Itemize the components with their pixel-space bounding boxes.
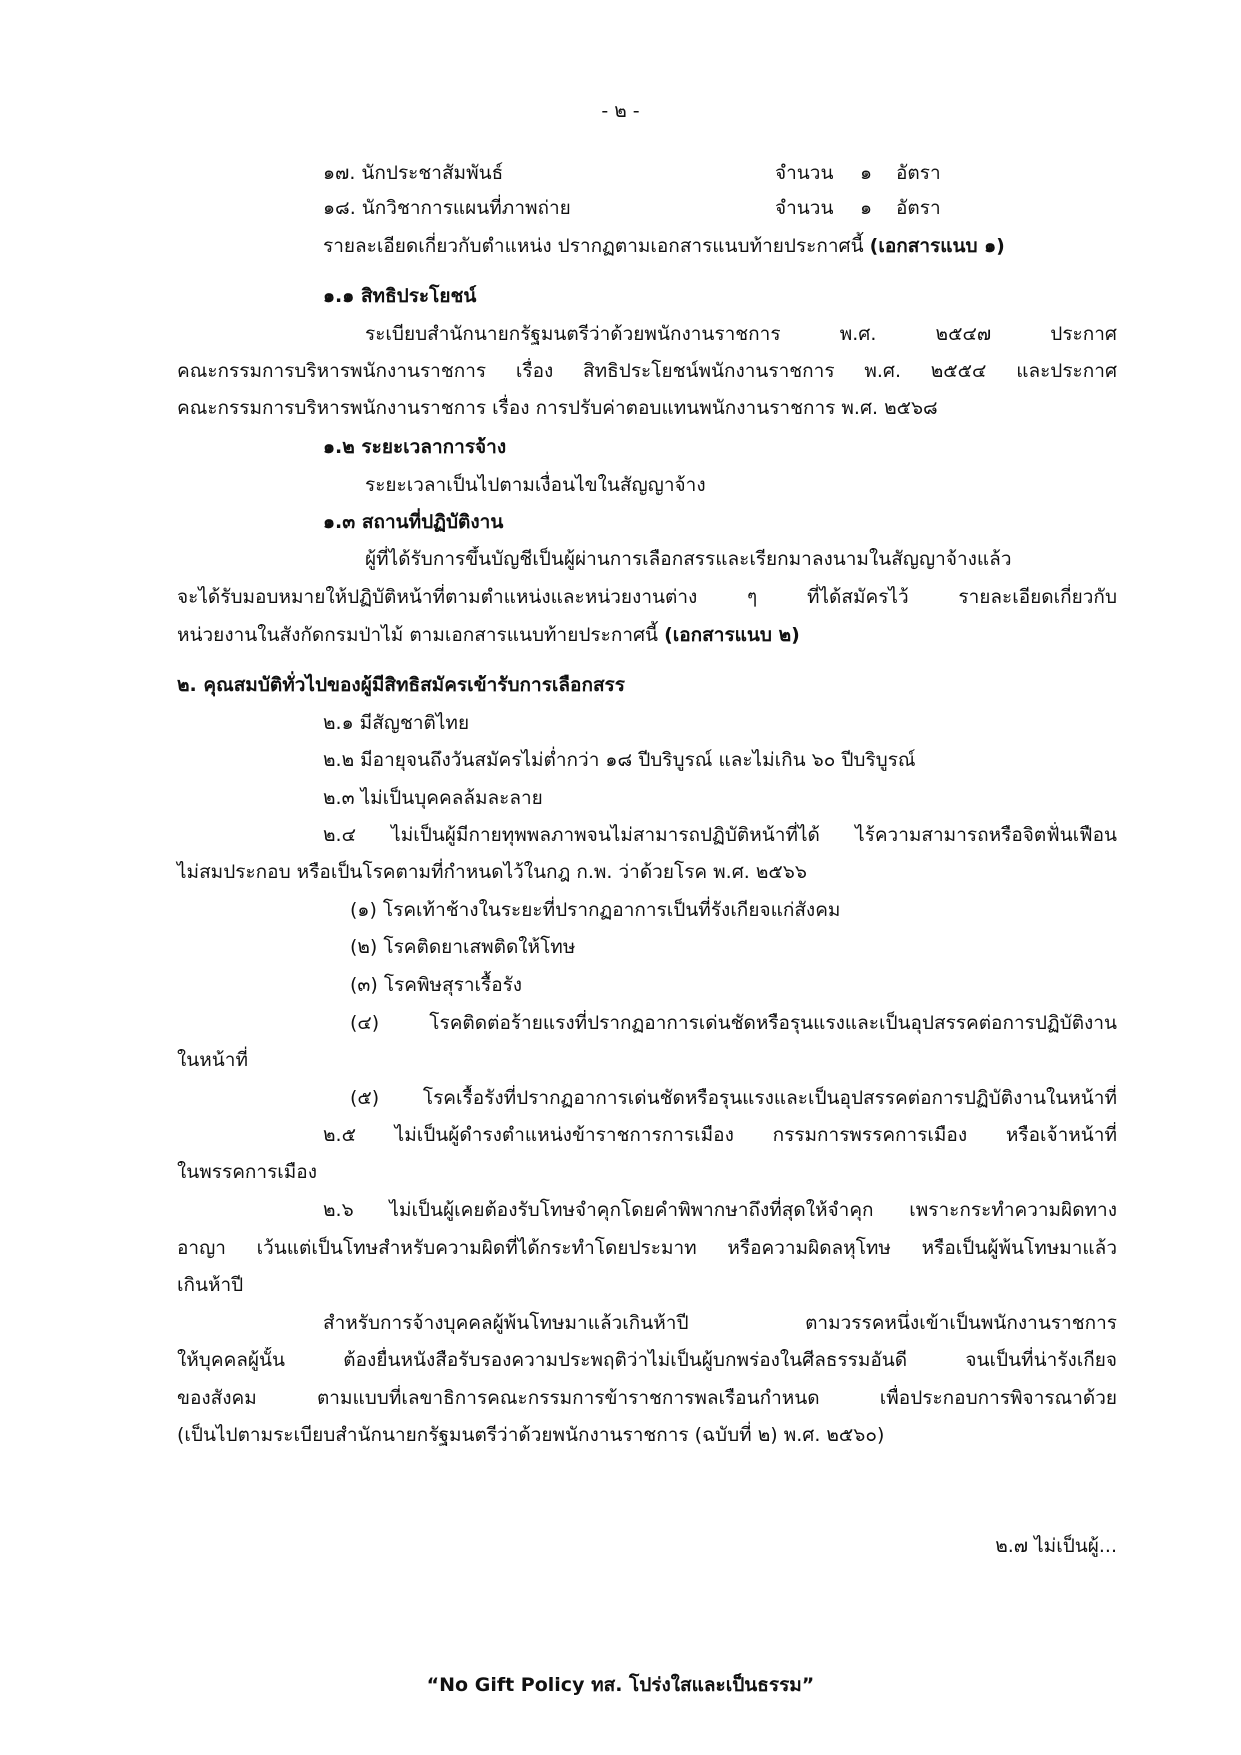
benefits-line-2: คณะกรรมการบริหารพนักงานราชการ เรื่อง สิทธิประโยชน์พนักงานราชการ พ.ศ. ๒๕๕๔ และประกาศ	[177, 360, 1117, 382]
employment-period-text: ระยะเวลาเป็นไปตามเงื่อนไขในสัญญาจ้าง	[365, 474, 706, 496]
position-detail	[323, 233, 1005, 259]
paragraph-line-1: สำหรับการจ้างบุคคลผู้พ้นโทษมาแล้วเกินห้าปี ตามวรรคหนึ่งเข้าเป็นพนักงานราชการ	[323, 1312, 1117, 1334]
workplace-line-3	[177, 622, 800, 648]
workplace-line-1: ผู้ที่ได้รับการขึ้นบัญชีเป็นผู้ผ่านการเลือกสรรและเรียกมาลงนามในสัญญาจ้างแล้ว	[365, 548, 1012, 570]
disease-5: (๕) โรคเรื้อรังที่ปรากฏอาการเด่นชัดหรือรุนแรงและเป็นอุปสรรคต่อการปฏิบัติงานในหน้าที่	[350, 1087, 1117, 1109]
heading-benefits: ๑.๑ สิทธิประโยชน์	[323, 285, 477, 307]
position-row	[323, 195, 1023, 221]
position-name: ๑๗. นักประชาสัมพันธ์	[323, 162, 504, 184]
paragraph-line-3: ของสังคม ตามแบบที่เลขาธิการคณะกรรมการข้าราชการพลเรือนกำหนด เพื่อประกอบการพิจารณาด้วย	[177, 1387, 1117, 1409]
attachment-ref-1: (เอกสารแนบ ๑)	[869, 235, 1005, 257]
count-label: จำนวน	[775, 162, 834, 184]
continuation-marker: ๒.๗ ไม่เป็นผู้...	[995, 1535, 1117, 1557]
attachment-ref-2: (เอกสารแนบ ๒)	[664, 624, 800, 646]
footer-policy: “No Gift Policy ทส. โปร่งใสและเป็นธรรม”	[426, 1674, 815, 1696]
count-label: จำนวน	[775, 197, 834, 219]
position-detail-text: รายละเอียดเกี่ยวกับตำแหน่ง ปรากฏตามเอกสารแนบท้ายประกาศนี้	[323, 235, 870, 257]
workplace-line-3-text: หน่วยงานในสังกัดกรมป่าไม้ ตามเอกสารแนบท้ายประกาศนี้	[177, 624, 665, 646]
qualification-2-2: ๒.๒ มีอายุจนถึงวันสมัครไม่ต่ำกว่า ๑๘ ปีบริบูรณ์ และไม่เกิน ๖๐ ปีบริบูรณ์	[323, 749, 916, 771]
disease-3: (๓) โรคพิษสุราเรื้อรัง	[350, 974, 523, 996]
paragraph-line-4: (เป็นไปตามระเบียบสำนักนายกรัฐมนตรีว่าด้วยพนักงานราชการ (ฉบับที่ ๒) พ.ศ. ๒๕๖๐)	[177, 1424, 885, 1446]
heading-workplace: ๑.๓ สถานที่ปฏิบัติงาน	[323, 511, 504, 533]
disease-1: (๑) โรคเท้าช้างในระยะที่ปรากฏอาการเป็นที่รังเกียจแก่สังคม	[350, 899, 841, 921]
disease-4-line-1: (๔) โรคติดต่อร้ายแรงที่ปรากฏอาการเด่นชัดหรือรุนแรงและเป็นอุปสรรคต่อการปฏิบัติงาน	[350, 1012, 1117, 1034]
count-unit: อัตรา	[896, 197, 941, 219]
disease-4-line-2: ในหน้าที่	[177, 1049, 248, 1071]
qualification-2-1: ๒.๑ มีสัญชาติไทย	[323, 712, 470, 734]
position-name: ๑๘. นักวิชาการแผนที่ภาพถ่าย	[323, 197, 571, 219]
qualification-2-5-line-1: ๒.๕ ไม่เป็นผู้ดำรงตำแหน่งข้าราชการการเมือง กรรมการพรรคการเมือง หรือเจ้าหน้าที่	[323, 1124, 1117, 1146]
workplace-line-2: จะได้รับมอบหมายให้ปฏิบัติหน้าที่ตามตำแหน่งและหน่วยงานต่าง ๆ ที่ได้สมัครไว้ รายละเอียดเกี่ยวกับ	[177, 586, 1117, 608]
qualification-2-4-line-1: ๒.๔ ไม่เป็นผู้มีกายทุพพลภาพจนไม่สามารถปฏิบัติหน้าที่ได้ ไร้ความสามารถหรือจิตฟั่นเฟือน	[323, 824, 1117, 846]
qualification-2-6-line-2: อาญา เว้นแต่เป็นโทษสำหรับความผิดที่ได้กระทำโดยประมาท หรือความผิดลหุโทษ หรือเป็นผู้พ้นโทษมาแล้ว	[177, 1237, 1117, 1259]
position-row	[323, 160, 1023, 186]
qualification-2-3: ๒.๓ ไม่เป็นบุคคลล้มละลาย	[323, 787, 543, 809]
qualification-2-5-line-2: ในพรรคการเมือง	[177, 1161, 317, 1183]
disease-2: (๒) โรคติดยาเสพติดให้โทษ	[350, 936, 576, 958]
count-value: ๑	[860, 197, 873, 219]
count-value: ๑	[860, 162, 873, 184]
qualification-2-6-line-1: ๒.๖ ไม่เป็นผู้เคยต้องรับโทษจำคุกโดยคำพิพากษาถึงที่สุดให้จำคุก เพราะกระทำความผิดทาง	[323, 1199, 1117, 1221]
benefits-line-3: คณะกรรมการบริหารพนักงานราชการ เรื่อง การปรับค่าตอบแทนพนักงานราชการ พ.ศ. ๒๕๖๘	[177, 397, 938, 419]
page-number: - ๒ -	[601, 100, 640, 122]
benefits-line-1: ระเบียบสำนักนายกรัฐมนตรีว่าด้วยพนักงานราชการ พ.ศ. ๒๕๔๗ ประกาศ	[365, 323, 1117, 345]
qualification-2-4-line-2: ไม่สมประกอบ หรือเป็นโรคตามที่กำหนดไว้ในกฎ ก.พ. ว่าด้วยโรค พ.ศ. ๒๕๖๖	[177, 861, 807, 883]
paragraph-line-2: ให้บุคคลผู้นั้น ต้องยื่นหนังสือรับรองความประพฤติว่าไม่เป็นผู้บกพร่องในศีลธรรมอันดี จนเป็นที่น่ารังเกียจ	[177, 1349, 1117, 1371]
heading-qualifications: ๒. คุณสมบัติทั่วไปของผู้มีสิทธิสมัครเข้ารับการเลือกสรร	[177, 674, 625, 696]
qualification-2-6-line-3: เกินห้าปี	[177, 1274, 244, 1296]
heading-employment-period: ๑.๒ ระยะเวลาการจ้าง	[323, 436, 507, 458]
count-unit: อัตรา	[896, 162, 941, 184]
